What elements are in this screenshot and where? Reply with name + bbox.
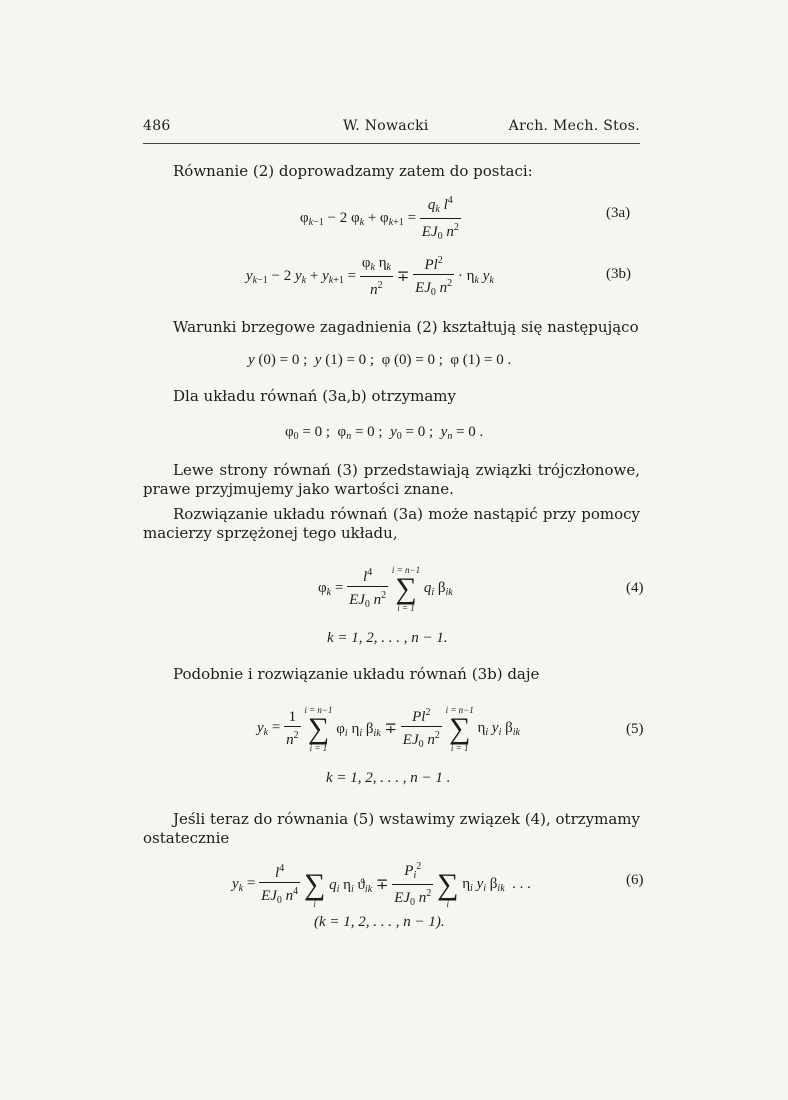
header-author: W. Nowacki (343, 118, 429, 134)
equation-3b: $y_{k-1} - 2$ $y_k + y_{k+1}$ = $\frac{\varphi_k \eta_k}{n^2}$ ∓ $\frac{Pl^2}{EJ_0 n^2}$ · $\eta_k$ $y_k$ (246, 252, 494, 301)
page-number: 486 (143, 118, 171, 134)
equation-4: $\varphi_k$ = $\frac{l^4}{EJ_0 n^2}$ i = n−1 ∑ i = 1 $q_i$ $\beta_{ik}$ (318, 564, 453, 613)
paragraph-2: Warunki brzegowe zagadnienia (2) kształtują się następująco (173, 318, 639, 336)
equation-number-3a: (3a) (606, 205, 631, 221)
equation-number-3b: (3b) (606, 266, 631, 282)
paragraph-3: Dla układu równań (3a,b) otrzymamy (173, 387, 456, 405)
paragraph-7: Jeśli teraz do równania (5) wstawimy związek (4), otrzymamy ostatecznie (143, 810, 640, 847)
running-header (143, 118, 640, 140)
equation-number-6: (6) (626, 872, 644, 888)
k-range-5: k = 1, 2, . . . , n − 1 . (326, 770, 451, 786)
equation-number-4: (4) (626, 580, 644, 596)
equation-3a: $\varphi_{k-1} - 2$ $\varphi_k + \varphi_{k+1}$ = $\frac{q_k l^4}{EJ_0 n^2}$ (300, 192, 461, 245)
header-rule (143, 143, 640, 144)
endpoint-conditions: $\varphi_0 = 0$ ; $\varphi_n = 0$ ; $y_0 = 0$ ; $y_n = 0$ . (285, 424, 484, 442)
k-range-4: k = 1, 2, . . . , n − 1. (327, 630, 448, 646)
equation-number-5: (5) (626, 721, 644, 737)
boundary-conditions: y (0) = 0 ; y (1) = 0 ; φ (0) = 0 ; φ (1) = 0 . (248, 352, 512, 368)
equation-6: $y_k$ = $\frac{l^4}{EJ_0 n^4}$ ∑ i $q_i$ $\eta_i$ $ϑ_{ik}$ ∓ $\frac{P_i^2}{EJ_0 n^2}$ ∑ i $\eta_i$ $y_i$ $\beta_{ik}$ . . . (232, 858, 531, 911)
paragraph-6: Podobnie i rozwiązanie układu równań (3b) daje (173, 665, 540, 683)
k-range-6: (k = 1, 2, . . . , n − 1). (314, 914, 445, 930)
paragraph-5: Rozwiązanie układu równań (3a) może nastąpić przy pomocy macierzy sprzężonej tego układu, (143, 505, 640, 542)
header-journal: Arch. Mech. Stos. (508, 118, 640, 134)
paragraph-4: Lewe strony równań (3) przedstawiają związki trójczłonowe, prawe przyjmujemy jako wartości znane. (143, 461, 640, 498)
equation-5: $y_k$ = $\frac{1}{n^2}$ i = n−1 ∑ i = 1 $\varphi_i$ $\eta_i$ $\beta_{ik}$ ∓ $\frac{Pl^2}{EJ_0 n^2}$ i = n−1 ∑ i = 1 $\eta_i$ $y_i$ $\beta_{ik}$ (257, 704, 520, 753)
paragraph-1: Równanie (2) doprowadzamy zatem do postaci: (173, 162, 533, 180)
